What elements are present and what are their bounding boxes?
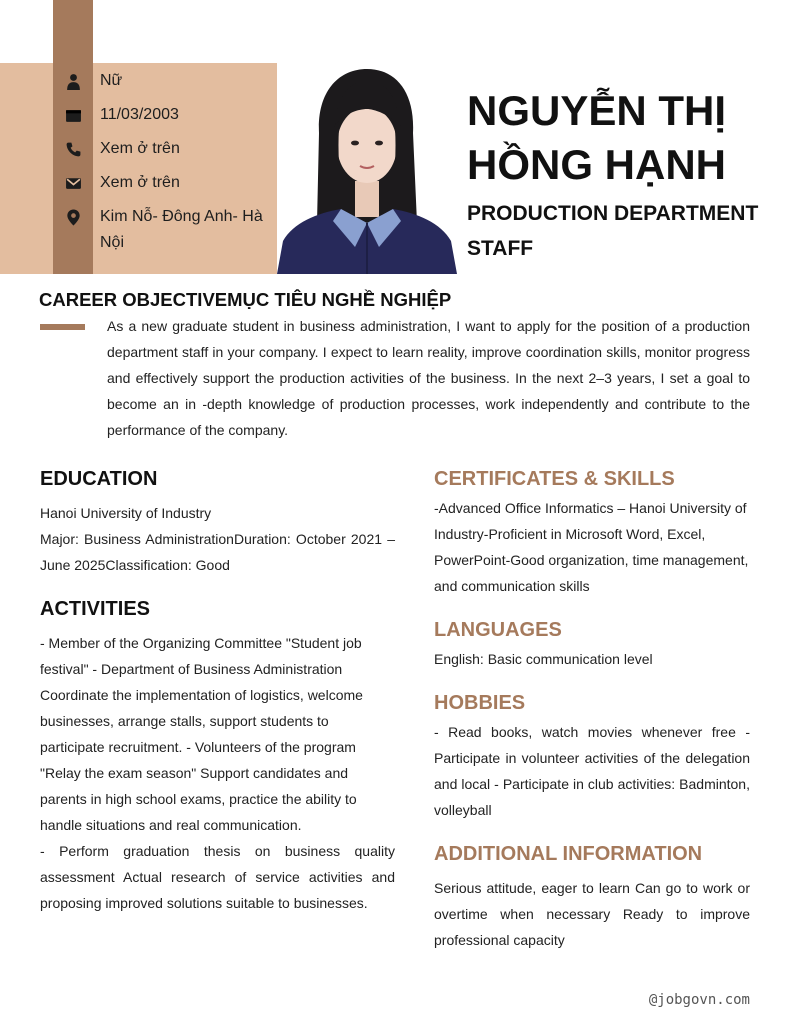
profile-photo: [277, 63, 457, 274]
candidate-name: NGUYỄN THỊ HỒNG HẠNH: [467, 87, 727, 188]
person-icon: [60, 68, 86, 94]
certificates-text: -Advanced Office Informatics – Hanoi University of Industry-Proficient in Microsoft Word, Excel, PowerPoint-Good organization, time management, and communication skills: [434, 500, 749, 594]
address-value: Kim Nỗ- Đông Anh- Hà Nội: [100, 208, 263, 251]
birthdate-value: 11/03/2003: [100, 106, 179, 123]
additional-info-text: Serious attitude, eager to learn Can go to work or overtime when necessary Ready to improve professional capacity: [434, 880, 750, 948]
contact-list: [60, 68, 275, 264]
phone-value: Xem ở trên: [100, 140, 180, 157]
phone-icon: [60, 136, 86, 162]
additional-info-title: ADDITIONAL INFORMATION: [434, 843, 703, 865]
education-details: Major: Business AdministrationDuration: October 2021 – June 2025Classification: Good: [40, 531, 395, 573]
hobbies-text: - Read books, watch movies whenever free - Participate in volunteer activities of the delegation and local - Participate in club activities: Badminton, volleyball: [434, 724, 750, 818]
contact-phone: [60, 136, 275, 162]
activities-item-2: - Perform graduation thesis on business quality assessment Actual research of service activities and proposing improved solutions suitable to businesses.: [40, 843, 395, 911]
career-objective-title: CAREER OBJECTIVEMỤC TIÊU NGHỀ NGHIỆP: [39, 289, 452, 310]
certificates-title: CERTIFICATES & SKILLS: [434, 468, 675, 490]
email-value: Xem ở trên: [100, 174, 180, 191]
activities-title: ACTIVITIES: [40, 598, 151, 620]
languages-text: English: Basic communication level: [434, 651, 653, 667]
contact-gender: [60, 68, 275, 94]
mail-icon: [60, 170, 86, 196]
contact-birthdate: [60, 102, 275, 128]
location-pin-icon: [60, 204, 86, 230]
languages-title: LANGUAGES: [434, 619, 562, 641]
watermark: @jobgovn.com: [648, 992, 750, 1008]
education-title: EDUCATION: [40, 468, 158, 490]
job-title: PRODUCTION DEPARTMENT STAFF: [467, 202, 759, 260]
calendar-icon: [60, 102, 86, 128]
contact-email: [60, 170, 275, 196]
gender-value: Nữ: [100, 72, 123, 89]
career-objective-text: As a new graduate student in business administration, I want to apply for the position of a production department staff in your company. I expect to learn reality, improve coordination skills, monitor progress and effectively support the production activities of the business. In the next 2–3 years, I set a goal to become an in -depth knowledge of production processes, work independently and contribute to the performance of the company.: [107, 318, 750, 438]
activities-item-1: - Member of the Organizing Committee "Student job festival" - Department of Business Administration Coordinate the implementation of logistics, welcome businesses, arrange stalls, support students to participate recruitment. - Volunteers of the program "Relay the exam season" Support candidates and parents in high school exams, practice the ability to handle situations and real communication.: [40, 635, 363, 833]
education-school: Hanoi University of Industry: [40, 505, 212, 521]
hobbies-title: HOBBIES: [434, 692, 526, 714]
career-objective-accent-bar: [40, 324, 85, 330]
contact-address: [60, 204, 275, 256]
